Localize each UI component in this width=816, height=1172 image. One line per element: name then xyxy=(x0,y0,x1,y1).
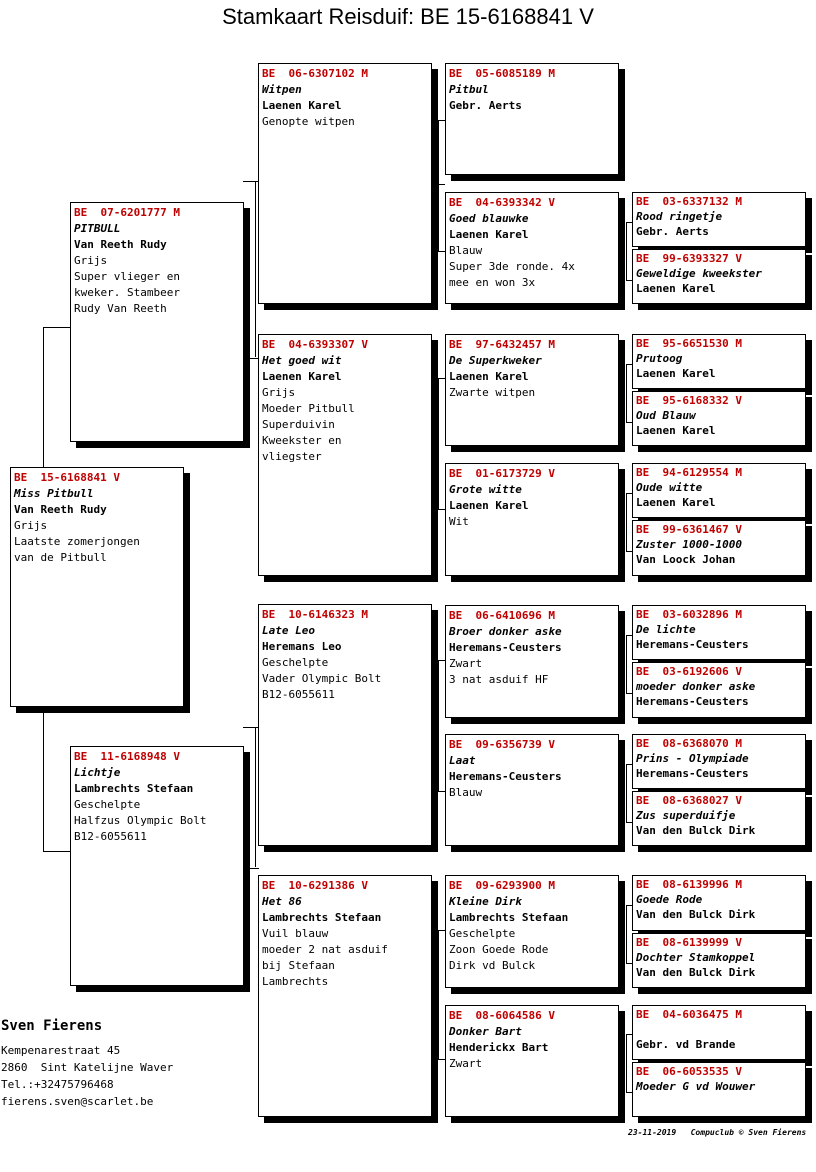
pedigree-card-g6 xyxy=(632,520,806,576)
bird-name: Oude witte xyxy=(636,481,703,494)
bird-owner: Laenen Karel xyxy=(636,496,716,509)
bird-detail: Moeder Pitbull xyxy=(262,402,355,415)
pedigree-card-ff xyxy=(258,63,432,304)
pedigree-card-g8 xyxy=(632,662,806,718)
bird-owner: Heremans-Ceusters xyxy=(449,770,562,783)
bird-name: Pitbul xyxy=(449,83,489,96)
breeder-name: Sven Fierens xyxy=(1,1018,103,1034)
bird-owner: Laenen Karel xyxy=(449,228,529,241)
bird-owner: Laenen Karel xyxy=(449,499,529,512)
bird-name xyxy=(636,1022,802,1037)
pedigree-card-g4 xyxy=(632,391,806,446)
bird-name: Grote witte xyxy=(449,483,522,496)
bird-name: Goede Rode xyxy=(636,893,703,906)
bird-detail: B12-6055611 xyxy=(262,688,335,701)
ring-number: BE 95-6651530 M xyxy=(636,337,742,350)
bird-detail: mee en won 3x xyxy=(449,276,536,289)
ring-number: BE 07-6201777 M xyxy=(74,206,180,219)
bird-detail: moeder 2 nat asduif xyxy=(262,943,388,956)
ring-number: BE 08-6368070 M xyxy=(636,737,742,750)
bird-name: moeder donker aske xyxy=(636,680,756,693)
address-street: Kempenarestraat 45 xyxy=(1,1044,121,1057)
bird-owner: Laenen Karel xyxy=(636,282,716,295)
ring-number: BE 08-6368027 V xyxy=(636,794,742,807)
ring-number: BE 94-6129554 M xyxy=(636,466,742,479)
bird-detail: 3 nat asduif HF xyxy=(449,673,549,686)
bird-detail: Super vlieger en xyxy=(74,270,180,283)
pedigree-card-g9 xyxy=(632,734,806,789)
pedigree-card-mmm xyxy=(445,1005,619,1117)
bird-name: Het goed wit xyxy=(262,354,342,367)
bird-owner: Van den Bulck Dirk xyxy=(636,966,756,979)
bird-detail: Lambrechts xyxy=(262,975,329,988)
ring-number: BE 03-6192606 V xyxy=(636,665,742,678)
ring-number: BE 04-6393307 V xyxy=(262,338,368,351)
bird-detail: Zwarte witpen xyxy=(449,386,536,399)
bird-owner: Gebr. vd Brande xyxy=(636,1038,736,1051)
bird-detail: Grijs xyxy=(74,254,108,267)
bird-name: Lichtje xyxy=(74,766,121,779)
bird-owner: Laenen Karel xyxy=(262,99,342,112)
bird-name: Goed blauwke xyxy=(449,212,529,225)
ring-number: BE 97-6432457 M xyxy=(449,338,555,351)
connector-line xyxy=(43,327,72,469)
ring-number: BE 05-6085189 M xyxy=(449,67,555,80)
bird-name: Prins - Olympiade xyxy=(636,752,749,765)
bird-name: Moeder G vd Wouwer xyxy=(636,1080,756,1093)
bird-detail: Super 3de ronde. 4x xyxy=(449,260,575,273)
pedigree-card-ffm xyxy=(445,192,619,304)
bird-name: Broer donker aske xyxy=(449,625,562,638)
pedigree-card-g5 xyxy=(632,463,806,518)
pedigree-card-mother xyxy=(70,746,244,986)
pedigree-card-g2 xyxy=(632,249,806,304)
ring-number: BE 15-6168841 V xyxy=(14,471,120,484)
bird-detail: Genopte witpen xyxy=(262,115,355,128)
bird-detail: Vuil blauw xyxy=(262,927,329,940)
pedigree-card-g10 xyxy=(632,791,806,846)
bird-name: PITBULL xyxy=(74,222,121,235)
bird-owner: Van Reeth Rudy xyxy=(74,238,167,251)
bird-owner: Gebr. Aerts xyxy=(636,225,709,238)
bird-owner: Heremans Leo xyxy=(262,640,342,653)
bird-detail: Grijs xyxy=(14,519,48,532)
bird-detail: vliegster xyxy=(262,450,322,463)
pedigree-card-mmf xyxy=(445,875,619,988)
bird-detail: Dirk vd Bulck xyxy=(449,959,536,972)
bird-detail: Laatste zomerjongen xyxy=(14,535,140,548)
ring-number: BE 10-6291386 V xyxy=(262,879,368,892)
ring-number: BE 06-6410696 M xyxy=(449,609,555,622)
bird-detail: kweker. Stambeer xyxy=(74,286,180,299)
bird-owner: Van Loock Johan xyxy=(636,553,736,566)
pedigree-card-mm xyxy=(258,875,432,1117)
bird-name: Dochter Stamkoppel xyxy=(636,951,756,964)
bird-detail: Rudy Van Reeth xyxy=(74,302,167,315)
connector-line xyxy=(43,708,72,852)
bird-detail: Vader Olympic Bolt xyxy=(262,672,382,685)
bird-owner: Laenen Karel xyxy=(636,367,716,380)
bird-name: Oud Blauw xyxy=(636,409,696,422)
bird-name: Kleine Dirk xyxy=(449,895,522,908)
bird-owner: Van Reeth Rudy xyxy=(14,503,107,516)
pedigree-card-g14 xyxy=(632,1062,806,1117)
ring-number: BE 04-6393342 V xyxy=(449,196,555,209)
bird-name: Donker Bart xyxy=(449,1025,522,1038)
bird-detail: Geschelpte xyxy=(449,927,516,940)
bird-name: Witpen xyxy=(262,83,302,96)
bird-name: Het 86 xyxy=(262,895,302,908)
ring-number: BE 04-6036475 M xyxy=(636,1008,742,1021)
address-city: 2860 Sint Katelijne Waver xyxy=(1,1061,174,1074)
ring-number: BE 03-6032896 M xyxy=(636,608,742,621)
ring-number: BE 08-6139996 M xyxy=(636,878,742,891)
bird-owner: Laenen Karel xyxy=(449,370,529,383)
bird-owner: Laenen Karel xyxy=(262,370,342,383)
bird-detail: Blauw xyxy=(449,786,483,799)
bird-owner: Laenen Karel xyxy=(636,424,716,437)
bird-detail: Kweekster en xyxy=(262,434,342,447)
bird-owner: Heremans-Ceusters xyxy=(636,695,749,708)
bird-name: Zus superduifje xyxy=(636,809,736,822)
bird-name: Laat xyxy=(449,754,476,767)
page-title: Stamkaart Reisduif: BE 15-6168841 V xyxy=(222,4,594,29)
bird-owner: Heremans-Ceusters xyxy=(636,638,749,651)
pedigree-card-g1 xyxy=(632,192,806,247)
pedigree-card-fm xyxy=(258,334,432,576)
bird-owner: Heremans-Ceusters xyxy=(636,767,749,780)
bird-owner: Lambrechts Stefaan xyxy=(74,782,194,795)
bird-detail: Geschelpte xyxy=(74,798,141,811)
pedigree-card-fff xyxy=(445,63,619,175)
bird-owner: Lambrechts Stefaan xyxy=(449,911,569,924)
bird-detail: Wit xyxy=(449,515,469,528)
bird-name: Zuster 1000-1000 xyxy=(636,538,742,551)
breeder-address xyxy=(1,1042,173,1110)
bird-detail: Zwart xyxy=(449,1057,483,1070)
pedigree-card-g7 xyxy=(632,605,806,660)
bird-detail: Superduivin xyxy=(262,418,335,431)
bird-detail: Zwart xyxy=(449,657,483,670)
pedigree-card-g12 xyxy=(632,933,806,988)
ring-number: BE 08-6064586 V xyxy=(449,1009,555,1022)
pedigree-card-father xyxy=(70,202,244,442)
bird-detail: Grijs xyxy=(262,386,296,399)
bird-name: Late Leo xyxy=(262,624,315,637)
pedigree-card-mf xyxy=(258,604,432,846)
bird-detail: Geschelpte xyxy=(262,656,329,669)
bird-detail: Zoon Goede Rode xyxy=(449,943,549,956)
pedigree-card-mfm xyxy=(445,734,619,846)
ring-number: BE 03-6337132 M xyxy=(636,195,742,208)
bird-detail: B12-6055611 xyxy=(74,830,147,843)
bird-owner: Van den Bulck Dirk xyxy=(636,824,756,837)
address-email: fierens.sven@scarlet.be xyxy=(1,1095,154,1108)
ring-number: BE 01-6173729 V xyxy=(449,467,555,480)
ring-number: BE 09-6356739 V xyxy=(449,738,555,751)
pedigree-card-g3 xyxy=(632,334,806,389)
pedigree-card-g11 xyxy=(632,875,806,931)
ring-number: BE 06-6307102 M xyxy=(262,67,368,80)
pedigree-card-g13 xyxy=(632,1005,806,1060)
bird-name: De lichte xyxy=(636,623,696,636)
bird-detail: bij Stefaan xyxy=(262,959,335,972)
ring-number: BE 09-6293900 M xyxy=(449,879,555,892)
bird-detail: van de Pitbull xyxy=(14,551,107,564)
ring-number: BE 99-6393327 V xyxy=(636,252,742,265)
bird-owner: Gebr. Aerts xyxy=(449,99,522,112)
bird-name: Rood ringetje xyxy=(636,210,723,223)
print-stamp: 23-11-2019 Compuclub © Sven Fierens xyxy=(628,1128,807,1137)
ring-number: BE 06-6053535 V xyxy=(636,1065,742,1078)
bird-owner: Lambrechts Stefaan xyxy=(262,911,382,924)
ring-number: BE 99-6361467 V xyxy=(636,523,742,536)
bird-name: Geweldige kweekster xyxy=(636,267,762,280)
bird-owner: Heremans-Ceusters xyxy=(449,641,562,654)
pedigree-card-subject xyxy=(10,467,184,707)
bird-name: De Superkweker xyxy=(449,354,542,367)
bird-owner: Van den Bulck Dirk xyxy=(636,908,756,921)
bird-name: Prutoog xyxy=(636,352,683,365)
pedigree-card-mff xyxy=(445,605,619,718)
ring-number: BE 11-6168948 V xyxy=(74,750,180,763)
address-phone: Tel.:+32475796468 xyxy=(1,1078,114,1091)
bird-name: Miss Pitbull xyxy=(14,487,94,500)
bird-detail: Halfzus Olympic Bolt xyxy=(74,814,207,827)
ring-number: BE 95-6168332 V xyxy=(636,394,742,407)
pedigree-card-fmf xyxy=(445,334,619,446)
ring-number: BE 08-6139999 V xyxy=(636,936,742,949)
bird-owner: Henderickx Bart xyxy=(449,1041,549,1054)
pedigree-card-fmm xyxy=(445,463,619,576)
ring-number: BE 10-6146323 M xyxy=(262,608,368,621)
bird-detail: Blauw xyxy=(449,244,483,257)
